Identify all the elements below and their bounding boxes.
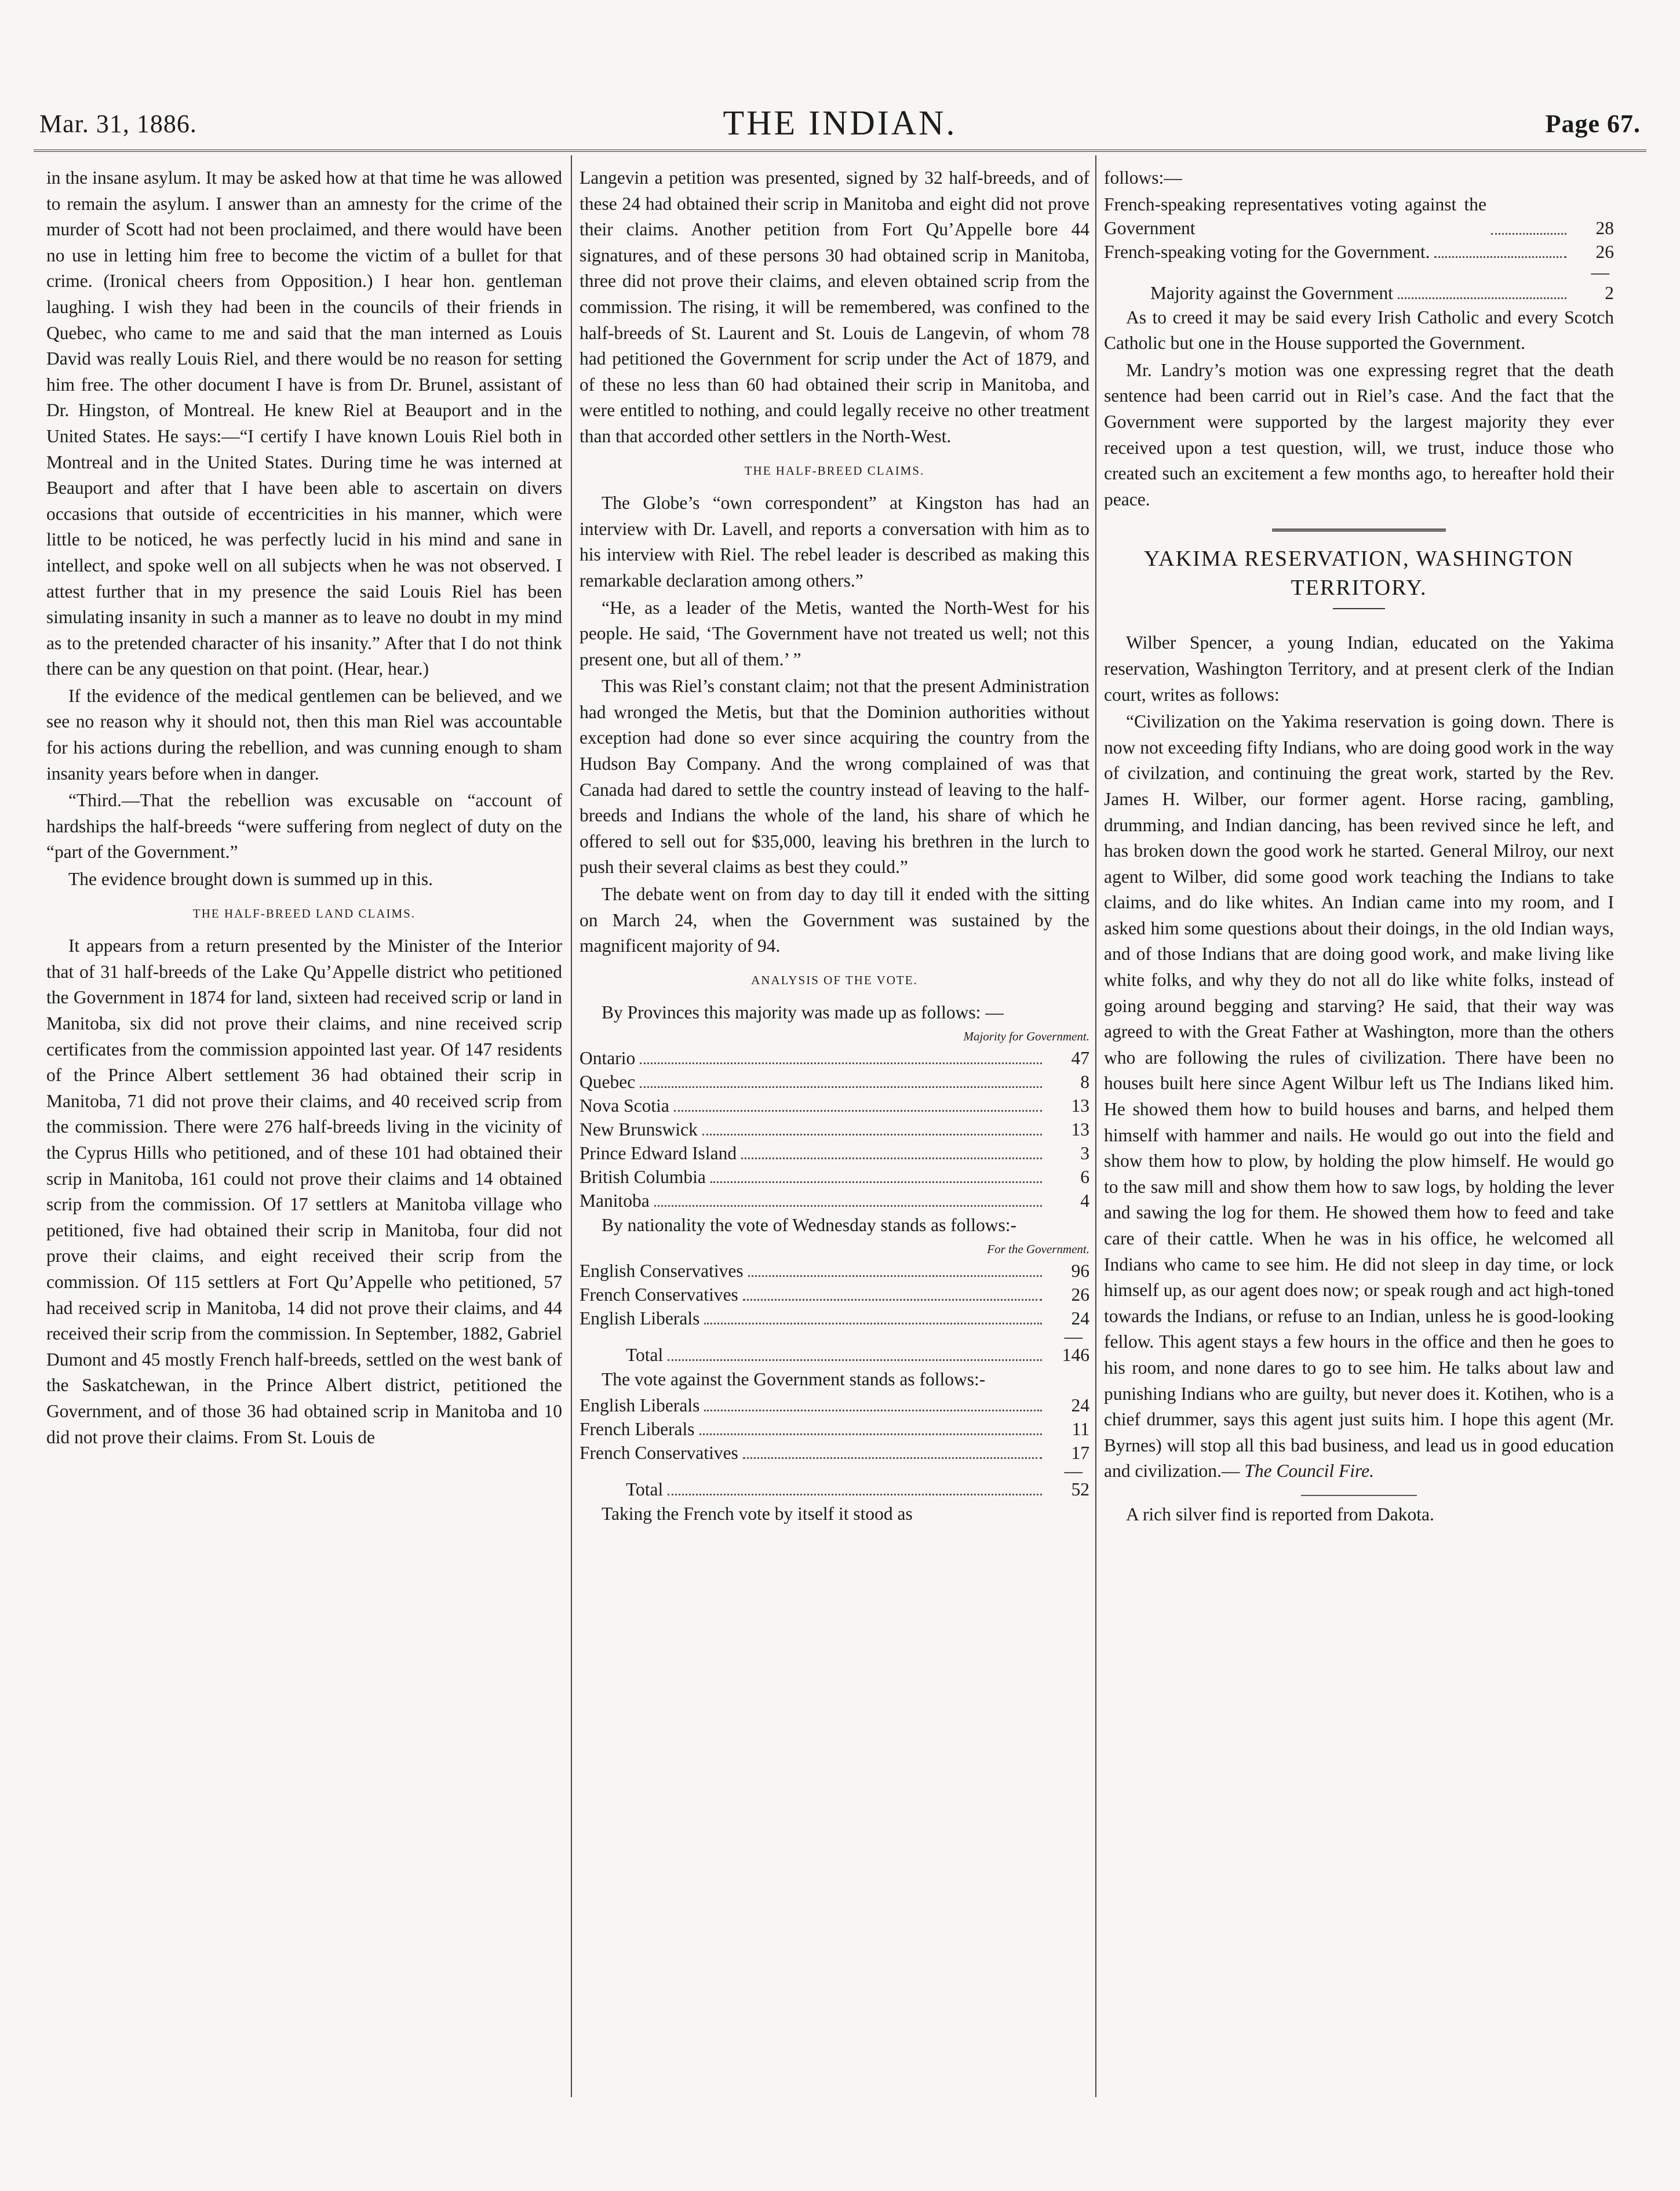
table-total-row (1104, 281, 1614, 305)
paragraph: As to creed it may be said every Irish Catholic and every Scotch Catholic but one in the House supported the Government. (1104, 307, 1614, 354)
table-row (580, 1417, 1089, 1441)
row-label: English Liberals (580, 1308, 700, 1329)
paragraph: By nationality the vote of Wednesday stands as follows:- (602, 1215, 1017, 1235)
leader-dots (702, 1134, 1042, 1135)
section-subhead: ANALYSIS OF THE VOTE. (751, 973, 918, 987)
row-value: 3 (1080, 1143, 1089, 1163)
provinces-table (580, 1046, 1089, 1213)
row-label: French Conservatives (580, 1443, 738, 1464)
paragraph: “He, as a leader of the Metis, wanted the North-West for his people. He said, ‘The Government have not treated us well; not this present one, but all of them.’ ” (580, 597, 1089, 669)
leader-dots (1398, 297, 1566, 299)
against-government-table (580, 1393, 1089, 1501)
table-row (580, 1283, 1089, 1306)
row-label: Total (626, 1344, 664, 1365)
table-row (580, 1094, 1089, 1118)
row-value: 4 (1080, 1191, 1089, 1211)
column-3 (1104, 165, 1614, 2078)
leader-dots (668, 1359, 1042, 1361)
paragraph: Langevin a petition was presented, signed by 32 half-breeds, and of these 24 had obtained their scrip in Manitoba and eight did not prove their claims. Another petition from Fort Qu’Appelle bore 44 signatures, and of these persons 30 had obtained scrip in Manitoba, three did not prove their claims, and eleven obtained scrip from the commission. The rising, it will be remembered, was confined to the half-breeds of St. Laurent and St. Louis de Langevin, of whom 78 had petitioned the Government for scrip under the Act of 1879, and of these no less than 60 had obtained their scrip in Manitoba, and were entitled to nothing, and could legally receive no other treatment than that accorded other settlers in the North-West. (580, 168, 1089, 446)
paragraph: Wilber Spencer, a young Indian, educated on the Yakima reservation, Washington Territory, and at present clerk of the Indian court, writes as follows: (1104, 632, 1614, 705)
row-value: 24 (1071, 1308, 1089, 1329)
row-value: 17 (1071, 1443, 1089, 1464)
paragraph: Taking the French vote by itself it stood as (602, 1504, 913, 1524)
table-row (580, 1306, 1089, 1330)
row-label: New Brunswick (580, 1119, 698, 1140)
column-divider-1 (571, 155, 572, 2097)
leader-dots (743, 1299, 1042, 1301)
row-value: 11 (1072, 1419, 1089, 1440)
paragraph: A rich silver find is reported from Dakota. (1126, 1504, 1434, 1524)
paragraph: Mr. Landry’s motion was one expressing regret that the death sentence had been carrid out in Riel’s case. And the fact that the Government were supported by the largest majority they ever received upon a test question, will, we trust, induce those who created such an excitement a few months ago, to hereafter hold their peace. (1104, 359, 1614, 509)
paragraph: in the insane asylum. It may be asked how at that time he was allowed to remain the asylum. I answer than an amnesty for the crime of the murder of Scott had not been proclaimed, and there would have been no use in letting him free to become the victim of a bullet for that crime. (Ironical cheers from Opposition.) I hear hon. gentleman laughing. I wish they had been in the councils of their friends in Quebec, who came to me and said that the man interned as Louis David was really Louis Riel, and there would be no reason for setting him free. The other document I have is from Dr. Brunel, assistant of Dr. Hingston, of Montreal. He knew Riel at Beauport and in the United States. He says:—“I certify I have known Louis Riel both in Montreal and in the United States. During time he was interned at Beauport and after that I have been able to ascertain on divers occasions that outside of eccentricities in his manner, which were little to be noticed, he was perfectly lucid in his mind and sane in intellect, and spoke well on all subjects when he was not observed. I attest further that in my presence the said Louis Riel has been simulating insanity in such a manner as to leave no doubt in my mind as to the pretended character of his insanity.” After that I do not think there can be any question on that point. (Hear, hear.) (46, 168, 562, 679)
leader-dots (1491, 233, 1566, 235)
row-value: 13 (1071, 1096, 1089, 1116)
leader-dots (668, 1494, 1042, 1495)
row-value: 24 (1071, 1395, 1089, 1416)
row-value: 2 (1605, 282, 1614, 303)
sum-rule: — (1064, 1326, 1083, 1346)
column-divider-2 (1095, 155, 1096, 2097)
table-column-header: For the Government. (987, 1242, 1089, 1256)
sum-rule: — (1064, 1461, 1083, 1482)
section-subhead: THE HALF-BREED LAND CLAIMS. (192, 906, 416, 920)
table-row (580, 1393, 1089, 1417)
paragraph: By Provinces this majority was made up as follows: — (602, 1002, 1004, 1023)
table-row (580, 1441, 1089, 1465)
row-label: Prince Edward Island (580, 1143, 737, 1163)
row-label: British Columbia (580, 1167, 706, 1187)
row-value: 96 (1071, 1260, 1089, 1281)
row-label: Majority against the Government (1150, 282, 1394, 303)
page-number: Page 67. (1545, 110, 1641, 138)
row-value: 52 (1071, 1479, 1089, 1500)
leader-dots (743, 1457, 1042, 1459)
masthead (34, 103, 1646, 150)
row-label: Quebec (580, 1072, 636, 1092)
table-row (580, 1141, 1089, 1165)
row-value: 47 (1071, 1048, 1089, 1068)
leader-dots (704, 1410, 1042, 1411)
paragraph: “Third.—That the rebellion was excusable on “account of hardships the half-breeds “were suffering from neglect of duty on the “part of the Government.” (46, 790, 562, 862)
row-label: Total (626, 1479, 664, 1500)
issue-date: Mar. 31, 1886. (39, 110, 197, 138)
paragraph: The evidence brought down is summed up in this. (68, 869, 433, 890)
table-column-header: Majority for Government. (963, 1029, 1089, 1043)
paragraph: The Globe’s “own correspondent” at Kingston has had an interview with Dr. Lavell, and reports a conversation with him as to his interview with Riel. The rebel leader is described as making this remarkable declaration among others.” (580, 493, 1089, 591)
table-row (580, 1118, 1089, 1141)
row-value: 26 (1071, 1284, 1089, 1305)
row-value: 146 (1062, 1344, 1089, 1365)
paragraph: If the evidence of the medical gentlemen can be believed, and we see no reason why it should not, then this man Riel was accountable for his actions during the rebellion, and was cunning enough to sham insanity years before when in danger. (46, 685, 562, 784)
leader-dots (699, 1433, 1042, 1435)
leader-dots (674, 1110, 1042, 1112)
row-label: French Conservatives (580, 1284, 738, 1305)
table-row (580, 1165, 1089, 1189)
leader-dots (640, 1086, 1042, 1088)
for-government-table (580, 1259, 1089, 1367)
row-label: Manitoba (580, 1191, 650, 1211)
paragraph (1104, 709, 1614, 1484)
french-vote-table (1104, 192, 1614, 305)
table-row (580, 1046, 1089, 1070)
row-label: Nova Scotia (580, 1096, 669, 1116)
leader-dots (748, 1275, 1042, 1277)
row-value: 26 (1595, 241, 1614, 262)
table-row (580, 1070, 1089, 1094)
paragraph: follows:— (1104, 168, 1182, 188)
table-row (1104, 192, 1614, 240)
source-credit: The Council Fire. (1244, 1461, 1374, 1482)
row-label: French-speaking voting for the Government. (1104, 241, 1430, 262)
headline-rule (1333, 608, 1385, 609)
section-divider (1272, 529, 1446, 532)
row-value: 6 (1080, 1167, 1089, 1187)
row-label: French-speaking representatives voting against the Government (1104, 194, 1486, 238)
newspaper-title: THE INDIAN. (723, 104, 957, 142)
section-subhead: THE HALF-BREED CLAIMS. (744, 463, 925, 478)
table-row (580, 1259, 1089, 1283)
row-value: 8 (1080, 1072, 1089, 1092)
masthead-rule (34, 150, 1646, 152)
column-2 (580, 165, 1089, 2078)
paragraph: It appears from a return presented by the Minister of the Interior that of 31 half-breeds of the Lake Qu’Appelle district who petitioned the Government in 1874 for land, sixteen had received scrip or land in Manitoba, six did not prove their claims, and nine received scrip certificates from the commission appointed last year. Of 147 residents of the Prince Albert settlement 36 had obtained their scrip in Manitoba, 71 did not prove their claims, and 40 received scrip from the commission. There were 276 half-breeds living in the vicinity of the Cyprus Hills who petitioned, and of these 101 had obtained their scrip in Manitoba, 161 could not prove their claims and 14 obtained scrip from the commission. Of 17 settlers at Manitoba village who petitioned, five had obtained their scrip in Manitoba, four did not prove their claims, and eight received their scrip from the commission. Of 115 settlers at Fort Qu’Appelle who petitioned, 57 had received scrip in Manitoba, 14 did not prove their claims, and 44 received their scrip from the commission. In September, 1882, Gabriel Dumont and 45 mostly French half-breeds, settled on the west bank of the Saskatchewan, in the Prince Albert district, petitioned the Government, and of those 36 had obtained scrip in Manitoba and 10 did not prove their claims. From St. Louis de (46, 936, 562, 1447)
quoted-text: “Civilization on the Yakima reservation is going down. There is now not exceeding fifty Indians, who are doing good work in the way of civilzation, and continuing the great work, started by the Rev. James H. Wilber, our former agent. Horse racing, gambling, drumming, and Indian dancing, has been revived since he left, and has broken down the good work he started. General Milroy, our next agent to Wilber, did some good work teaching the Indians to take claims, and do like whites. An Indian came into my room, and I asked him some questions about their doings, in the old Indian ways, and of those Indians that are doing good work, and make living like white folks, and why they do not all do like white folks, instead of going around begging and starving? He said, that their way was agreed to with the Great Father at Washington, more than the others who are following the rules of civilization. There have been no houses built here since Agent Wilbur left us The Indians liked him. He showed them how to build houses and barns, and helped them himself with hammer and nails. He would go out into the field and show them how to plow, by holding the plow himself. He would go to the saw mill and show them how to saw logs, by holding the lever and sawing the log for them. He showed them how to feed and take care of their cattle. When he was in his office, he welcomed all Indians who came to see him. He did not sleep in day time, or lock himself up, as our agent does now; or speak rough and act high-toned towards the Indians, or refuse to an Indian, unless he is good-looking fellow. This agent stays a few hours in the office and then he goes to his room, and none dares to go to see him. He talks about law and punishing Indians who are guilty, but never does it. Kotihen, who is a chief drummer, says this agent just suits him. I hope this agent (Mr. Byrnes) will stop all this bad business, and lead us in good education and civilization.— (1104, 711, 1614, 1482)
table-total-row (580, 1477, 1089, 1501)
row-label: French Liberals (580, 1419, 695, 1440)
paragraph: The vote against the Government stands as follows:- (602, 1369, 986, 1389)
leader-dots (710, 1181, 1042, 1183)
row-label: English Liberals (580, 1395, 700, 1416)
table-row (580, 1189, 1089, 1213)
leader-dots (1434, 256, 1566, 258)
row-value: 28 (1595, 217, 1614, 238)
paragraph: The debate went on from day to day till it ended with the sitting on March 24, when the Government was sustained by the magnificent majority of 94. (580, 884, 1089, 956)
leader-dots (741, 1158, 1042, 1159)
leader-dots (640, 1062, 1042, 1064)
section-divider (1301, 1495, 1417, 1496)
leader-dots (704, 1323, 1042, 1324)
leader-dots (654, 1205, 1042, 1207)
row-value: 13 (1071, 1119, 1089, 1140)
row-label: English Conservatives (580, 1260, 744, 1281)
row-label: Ontario (580, 1048, 636, 1068)
column-1 (46, 165, 562, 2078)
sum-rule: — (1591, 261, 1609, 282)
paragraph: This was Riel’s constant claim; not that the present Administration had wronged the Metis, but that the Dominion authorities without exception had done so ever since acquiring the country from the Hudson Bay Company. And the wrong complained of was that Canada had dared to settle the country instead of leaving to the half-breeds and Indians the whole of the land, his share of which he offered to sell out for $35,000, leaving his brethren in the lurch to push their several claims as best they could.” (580, 676, 1089, 878)
table-row (1104, 240, 1614, 264)
article-headline: YAKIMA RESERVATION, WASHINGTON TERRITORY. (1143, 547, 1575, 600)
table-total-row (580, 1343, 1089, 1367)
